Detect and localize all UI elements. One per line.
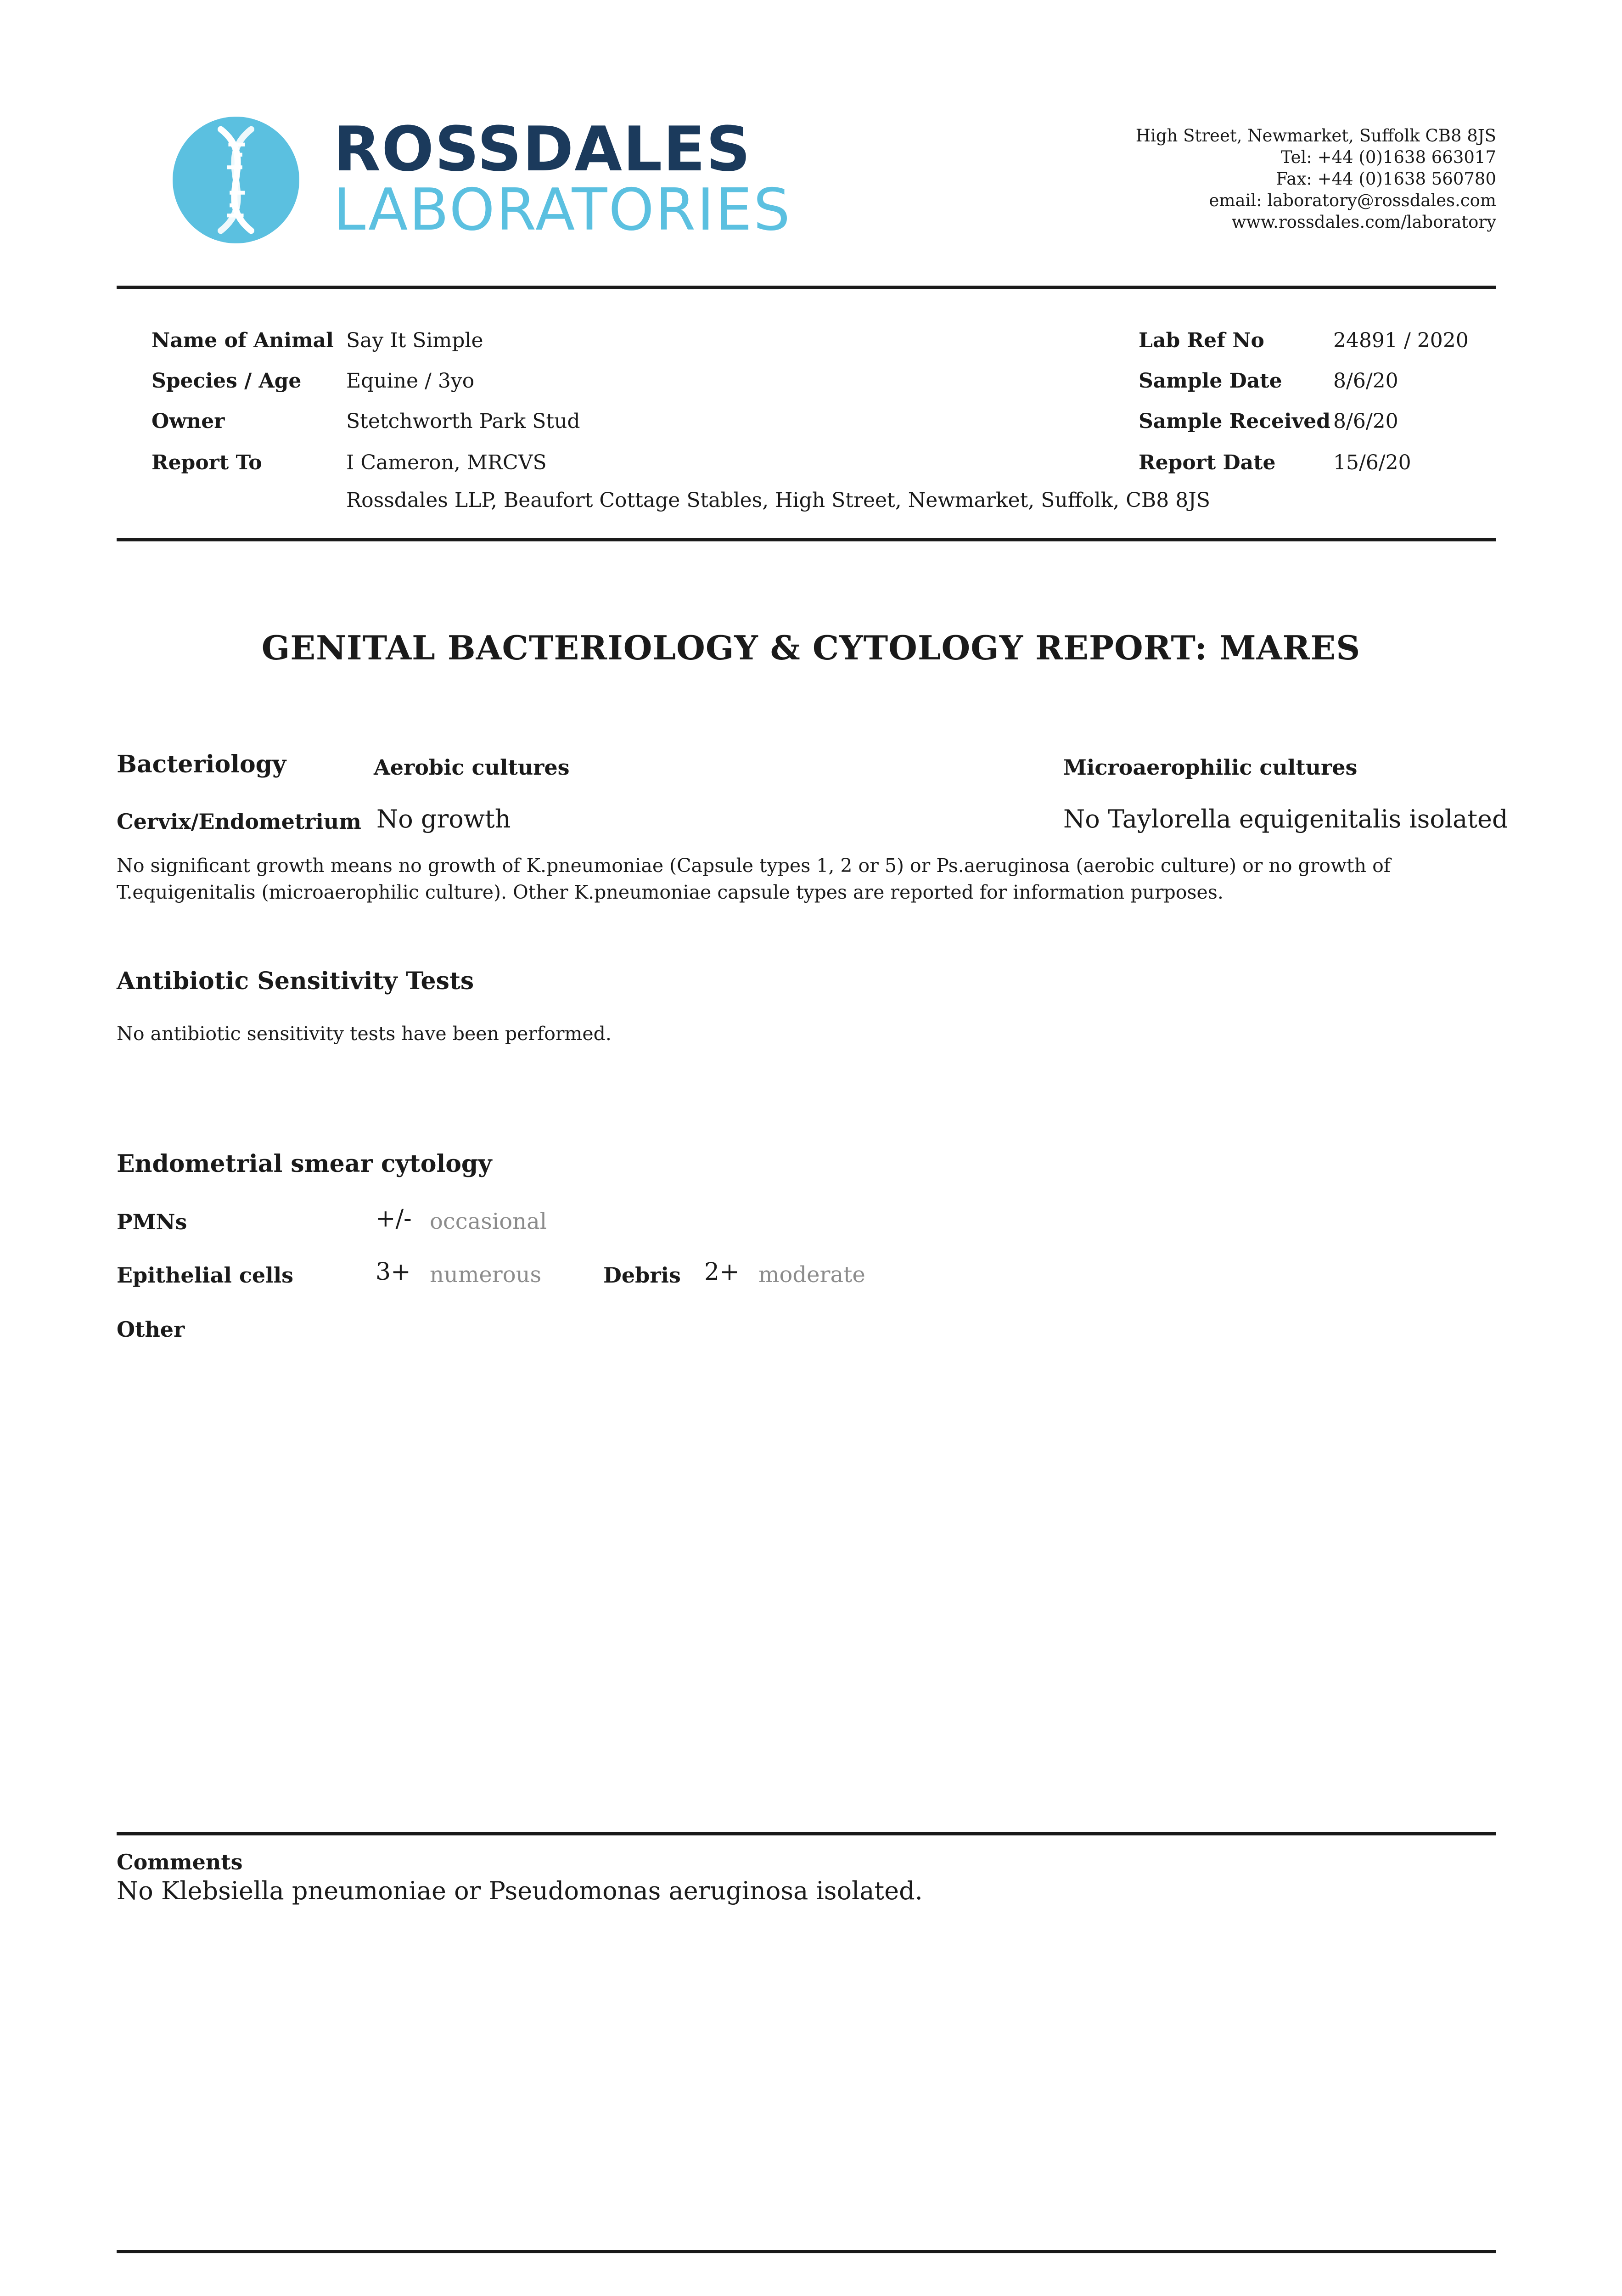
dna-helix-icon bbox=[173, 117, 299, 243]
comments-text: No Klebsiella pneumoniae or Pseudomonas aeruginosa isolated. bbox=[117, 1876, 923, 1905]
owner-value: Stetchworth Park Stud bbox=[346, 410, 580, 433]
contact-email: email: laboratory@rossdales.com bbox=[1209, 191, 1496, 210]
contact-tel: Tel: +44 (0)1638 663017 bbox=[1280, 147, 1496, 167]
bacteriology-heading: Bacteriology bbox=[117, 750, 286, 778]
comments-heading: Comments bbox=[117, 1850, 243, 1874]
species-age-value: Equine / 3yo bbox=[346, 369, 475, 393]
brand-name: ROSSDALES bbox=[333, 113, 752, 185]
epithelial-cells-label: Epithelial cells bbox=[117, 1263, 294, 1288]
other-label: Other bbox=[117, 1317, 185, 1342]
antibiotic-text: No antibiotic sensitivity tests have been performed. bbox=[117, 1023, 612, 1045]
lab-ref-label: Lab Ref No bbox=[1139, 329, 1264, 352]
debris-description: moderate bbox=[758, 1262, 865, 1288]
header-divider bbox=[117, 286, 1496, 289]
page-title: GENITAL BACTERIOLOGY & CYTOLOGY REPORT: MARES bbox=[261, 628, 1361, 667]
brand-subname: LABORATORIES bbox=[333, 176, 791, 243]
footer-divider bbox=[117, 2250, 1496, 2253]
report-date-label: Report Date bbox=[1139, 451, 1276, 474]
aerobic-result: No growth bbox=[376, 805, 511, 833]
species-age-label: Species / Age bbox=[152, 369, 302, 393]
sample-received-value: 8/6/20 bbox=[1333, 410, 1398, 433]
debris-grade: 2+ bbox=[704, 1258, 740, 1286]
epithelial-cells-description: numerous bbox=[430, 1262, 542, 1288]
contact-website: www.rossdales.com/laboratory bbox=[1231, 212, 1496, 232]
pmns-description: occasional bbox=[430, 1209, 547, 1234]
pmns-label: PMNs bbox=[117, 1210, 187, 1234]
lab-ref-value: 24891 / 2020 bbox=[1333, 329, 1469, 352]
report-to-value: I Cameron, MRCVS bbox=[346, 451, 547, 474]
report-to-label: Report To bbox=[152, 451, 262, 474]
bacteriology-note: No significant growth means no growth of K.pneumoniae (Capsule types 1, 2 or 5) or Ps.aeruginosa (aerobic culture) or no growth of T.equigenitalis (microaerophilic culture). Other K.pneumoniae capsule types are reported for information purposes. bbox=[117, 855, 1391, 903]
debris-label: Debris bbox=[603, 1263, 681, 1288]
owner-label: Owner bbox=[152, 410, 225, 433]
contact-fax: Fax: +44 (0)1638 560780 bbox=[1276, 169, 1496, 189]
cytology-heading: Endometrial smear cytology bbox=[117, 1150, 492, 1178]
epithelial-cells-grade: 3+ bbox=[376, 1258, 411, 1286]
sample-date-value: 8/6/20 bbox=[1333, 369, 1398, 393]
comments-divider bbox=[117, 1832, 1496, 1835]
sample-date-label: Sample Date bbox=[1139, 369, 1282, 393]
info-divider bbox=[117, 538, 1496, 541]
sample-received-label: Sample Received bbox=[1139, 410, 1331, 433]
pmns-grade: +/- bbox=[376, 1205, 412, 1232]
aerobic-cultures-label: Aerobic cultures bbox=[374, 755, 570, 780]
contact-address: High Street, Newmarket, Suffolk CB8 8JS bbox=[1135, 126, 1496, 146]
report-to-address: Rossdales LLP, Beaufort Cottage Stables, High Street, Newmarket, Suffolk, CB8 8JS bbox=[346, 489, 1210, 512]
name-of-animal-value: Say It Simple bbox=[346, 329, 483, 352]
name-of-animal-label: Name of Animal bbox=[152, 329, 334, 352]
antibiotic-heading: Antibiotic Sensitivity Tests bbox=[117, 967, 474, 995]
cervix-endometrium-label: Cervix/Endometrium bbox=[117, 809, 361, 834]
report-date-value: 15/6/20 bbox=[1333, 451, 1411, 474]
microaerophilic-cultures-label: Microaerophilic cultures bbox=[1063, 755, 1358, 780]
microaerophilic-result: No Taylorella equigenitalis isolated bbox=[1063, 805, 1508, 833]
